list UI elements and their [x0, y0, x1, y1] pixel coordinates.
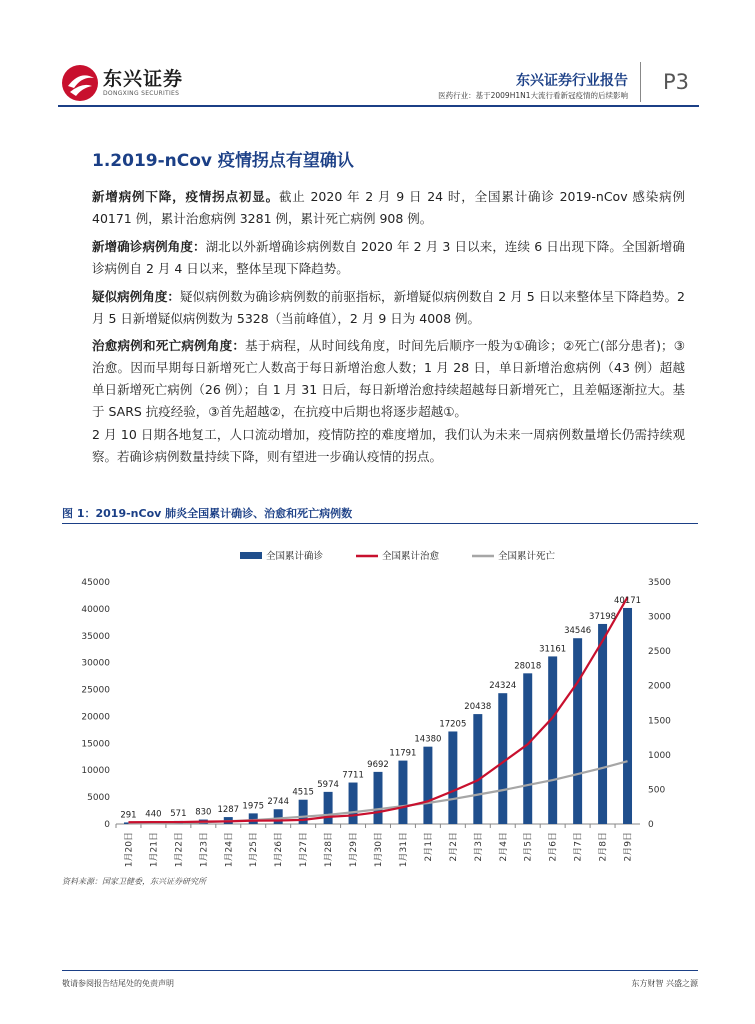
footer-disclaimer: 敬请参阅报告结尾处的免责声明 — [62, 979, 174, 988]
bar-value-label: 11791 — [389, 748, 417, 759]
x-tick-label: 1月28日 — [324, 832, 335, 868]
paragraph-lead: 疑似病例角度： — [92, 289, 180, 304]
right-tick-label: 1000 — [648, 750, 671, 761]
bar-value-label: 24324 — [489, 681, 517, 692]
right-tick-label: 1500 — [648, 716, 671, 727]
section-title: 1.2019-nCov 疫情拐点有望确认 — [92, 151, 354, 171]
left-tick-label: 10000 — [81, 766, 110, 777]
figure-title: 图 1：2019-nCov 肺炎全国累计确诊、治愈和死亡病例数 — [62, 507, 353, 520]
confirmed-bar — [398, 761, 407, 824]
paragraph-text: 截止 2020 年 2 月 9 日 24 时，全国累计确诊 2019-nCov 感染病例 40171 例，累计治愈病例 3281 例，累计死亡病例 908 例。 — [92, 189, 685, 226]
left-tick-label: 25000 — [81, 685, 110, 696]
x-tick-label: 1月27日 — [299, 832, 310, 868]
x-tick-label: 1月22日 — [174, 832, 185, 868]
confirmed-bar — [573, 638, 582, 824]
confirmed-bar — [374, 772, 383, 824]
confirmed-bar — [249, 813, 258, 824]
left-tick-label: 40000 — [81, 604, 110, 615]
bar-value-label: 9692 — [367, 759, 389, 770]
left-tick-label: 5000 — [87, 793, 110, 804]
legend-label: 全国累计治愈 — [382, 551, 440, 562]
header-rule — [58, 105, 699, 107]
paragraph-text: 2 月 10 日期各地复工，人口流动增加，疫情防控的难度增加，我们认为未来一周病例数量增长仍需持续观察。若确诊病例数量持续下降，则有望进一步确认疫情的拐点。 — [92, 427, 685, 464]
bar-value-label: 28018 — [514, 661, 542, 672]
x-tick-label: 1月24日 — [224, 832, 235, 868]
paragraph-text: 疑似病例数为确诊病例数的前驱指标，新增疑似病例数自 2 月 5 日以来整体呈下降趋势。2 月 5 日新增疑似病例数为 5328（当前峰值），2 月 9 日为 4008 例。 — [92, 289, 685, 326]
right-tick-label: 3000 — [648, 612, 671, 623]
confirmed-bar — [349, 783, 358, 824]
paragraph-confirmed — [92, 236, 685, 280]
footer-rule — [62, 970, 698, 971]
right-tick-label: 500 — [648, 785, 666, 796]
left-tick-label: 45000 — [81, 578, 110, 588]
confirmed-bar — [324, 792, 333, 824]
bar-value-label: 830 — [195, 807, 212, 818]
logo-mark-icon — [62, 65, 98, 101]
confirmed-bar — [598, 624, 607, 824]
bar-value-label: 571 — [170, 808, 187, 819]
x-tick-label: 2月7日 — [573, 832, 584, 862]
bar-value-label: 31161 — [539, 644, 567, 655]
confirmed-bar — [423, 747, 432, 824]
x-tick-label: 1月31日 — [398, 832, 409, 868]
bar-value-label: 2744 — [267, 797, 290, 808]
legend-label: 全国累计死亡 — [498, 551, 556, 562]
bar-value-label: 17205 — [439, 719, 467, 730]
bar-value-label: 40171 — [614, 595, 642, 606]
confirmed-bar — [623, 608, 632, 824]
paragraph-text: 基于病程，从时间线角度，时间先后顺序一般为①确诊；②死亡(部分患者)；③治愈。因而早期每日新增死亡人数高于每日新增治愈人数；1 月 28 日，单日新增治愈病例（43 例）超越单日新增死亡病例（26 例）；自 1 月 31 日后，每日新增治愈持续超越每日新增死亡，且差幅逐渐拉大。基于 SARS 抗疫经验，③首先超越②，在抗疫中后期也将逐步超越①。 — [92, 338, 685, 419]
right-tick-label: 0 — [648, 820, 654, 830]
paragraph-text: 湖北以外新增确诊病例数自 2020 年 2 月 3 日以来，连续 6 日出现下降。全国新增确诊病例自 2 月 4 日以来，整体呈现下降趋势。 — [92, 239, 685, 276]
x-tick-label: 1月30日 — [374, 832, 384, 868]
logo-subtext: DONGXING SECURITIES — [103, 90, 180, 97]
paragraph-cured-deaths — [92, 335, 685, 423]
bar-series — [124, 608, 632, 824]
paragraph-outlook — [92, 424, 685, 468]
page-number: P3 — [663, 70, 690, 94]
bar-value-label: 14380 — [414, 734, 442, 745]
logo-text: 东兴证券 — [103, 68, 184, 90]
bar-value-label: 5974 — [317, 779, 339, 790]
left-tick-label: 30000 — [81, 658, 110, 669]
bar-value-label: 1287 — [217, 805, 240, 816]
report-title: 东兴证券行业报告 — [516, 73, 628, 89]
chart-legend — [240, 550, 556, 562]
bar-value-label: 440 — [145, 809, 162, 820]
footer-slogan: 东方财智 兴盛之源 — [631, 979, 698, 988]
x-tick-label: 1月23日 — [199, 832, 210, 868]
left-tick-label: 0 — [104, 820, 110, 830]
x-tick-label: 2月5日 — [523, 832, 534, 862]
paragraph-suspected — [92, 286, 685, 330]
paragraph-lead: 新增病例下降，疫情拐点初显。 — [92, 189, 279, 204]
left-tick-label: 15000 — [81, 739, 110, 750]
x-tick-label: 1月25日 — [249, 832, 260, 868]
left-tick-label: 20000 — [81, 712, 110, 723]
x-tick-label: 1月20日 — [124, 832, 135, 868]
confirmed-bar — [473, 714, 482, 824]
right-tick-label: 2000 — [648, 681, 671, 692]
x-tick-label: 2月6日 — [548, 832, 559, 862]
paragraph-new-cases — [92, 186, 685, 230]
bar-value-label: 37198 — [589, 611, 617, 622]
x-tick-label: 1月26日 — [274, 832, 285, 868]
right-tick-label: 2500 — [648, 647, 671, 658]
right-tick-label: 3500 — [648, 578, 671, 588]
report-subtitle: 医药行业：基于2009H1N1大流行看新冠疫情的后续影响 — [438, 91, 628, 100]
confirmed-bar — [548, 656, 557, 824]
x-tick-label: 2月1日 — [423, 832, 434, 862]
confirmed-bar — [448, 731, 457, 824]
legend-swatch-bar — [240, 552, 262, 559]
header-divider — [640, 62, 641, 102]
source-note: 资料来源：国家卫健委，东兴证券研究所 — [62, 877, 206, 886]
confirmed-bar — [498, 693, 507, 824]
bar-value-label: 1975 — [242, 801, 265, 812]
legend-label: 全国累计确诊 — [266, 551, 324, 562]
x-tick-label: 2月9日 — [623, 832, 634, 862]
left-tick-label: 35000 — [81, 631, 110, 642]
paragraph-lead: 新增确诊病例角度： — [92, 239, 206, 254]
x-tick-label: 2月2日 — [448, 832, 459, 862]
confirmed-bar — [274, 809, 283, 824]
bar-value-label: 7711 — [342, 770, 364, 781]
bar-value-label: 4515 — [292, 787, 314, 798]
x-tick-label: 2月3日 — [473, 832, 484, 862]
confirmed-bar — [523, 673, 532, 824]
bar-value-label: 34546 — [564, 626, 592, 637]
figure-rule — [62, 523, 698, 524]
x-tick-label: 2月4日 — [498, 832, 509, 862]
cases-chart — [62, 540, 698, 870]
bar-value-label: 20438 — [464, 702, 492, 713]
x-tick-label: 2月8日 — [598, 832, 609, 862]
paragraph-lead: 治愈病例和死亡病例角度： — [92, 338, 246, 353]
bar-value-label: 291 — [120, 810, 137, 821]
x-tick-label: 1月29日 — [349, 832, 360, 868]
x-tick-label: 1月21日 — [149, 832, 160, 868]
